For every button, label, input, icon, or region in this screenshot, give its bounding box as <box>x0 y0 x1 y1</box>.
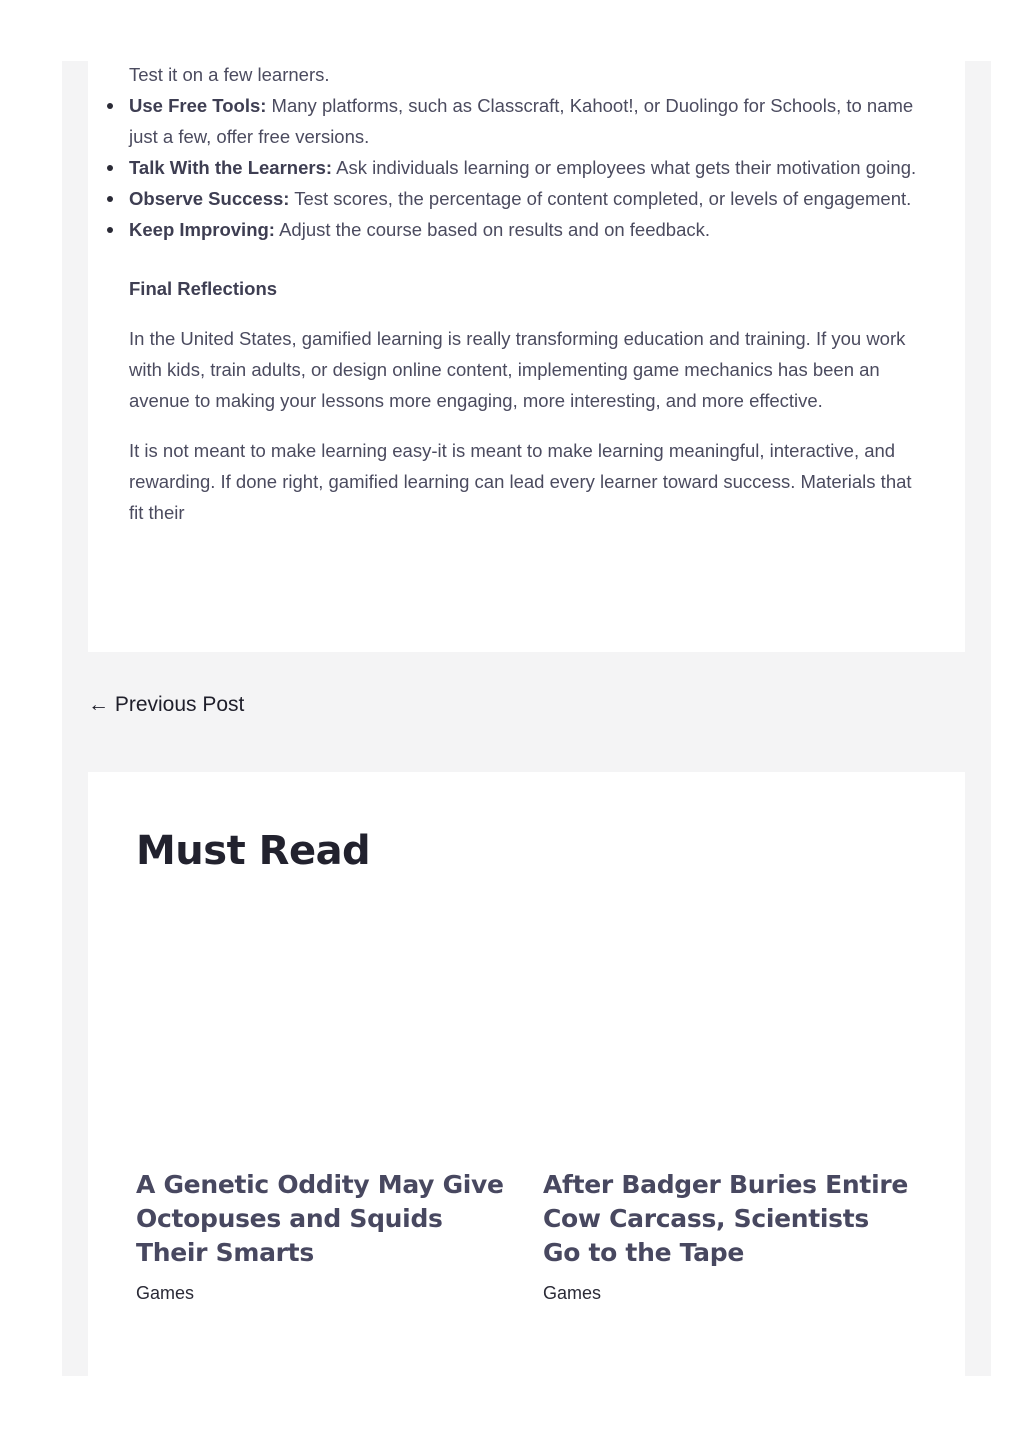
tip-label: Talk With the Learners: <box>129 157 333 178</box>
post-category-link[interactable]: Games <box>543 1283 602 1303</box>
list-item <box>129 183 924 214</box>
article-body <box>129 59 924 528</box>
article-paragraph: In the United States, gamified learning is really transforming education and training. If you work with kids, train adults, or design online content, implementing game mechanics has been an avenue to making your lessons more engaging, more interesting, and more effective. <box>129 328 906 411</box>
must-read-title: Must Read <box>136 828 371 874</box>
post-category-link[interactable]: Games <box>136 1283 195 1303</box>
list-item <box>129 152 924 183</box>
tip-text: Test scores, the percentage of content completed, or levels of engagement. <box>289 188 912 209</box>
section-heading: Final Reflections <box>129 278 278 299</box>
post-thumbnail[interactable] <box>136 918 506 1148</box>
tip-label: Keep Improving: <box>129 219 275 240</box>
tips-list <box>129 90 924 245</box>
tip-label: Use Free Tools: <box>129 95 267 116</box>
previous-post-link[interactable]: ← Previous Post <box>88 693 245 716</box>
list-item <box>129 214 924 245</box>
continued-line: Test it on a few learners. <box>129 64 330 85</box>
tip-text: Many platforms, such as Classcraft, Kahoot!, or Duolingo for Schools, to name just a few, offer free versions. <box>129 95 914 147</box>
post-card <box>543 1168 913 1306</box>
tip-label: Observe Success: <box>129 188 290 209</box>
post-title-link[interactable]: After Badger Buries Entire Cow Carcass, Scientists Go to the Tape <box>543 1170 909 1267</box>
list-item <box>129 90 924 152</box>
post-thumbnail[interactable] <box>543 918 913 1148</box>
tip-text: Adjust the course based on results and on feedback. <box>274 219 711 240</box>
tip-text: Ask individuals learning or employees what gets their motivation going. <box>332 157 917 178</box>
post-title-link[interactable]: A Genetic Oddity May Give Octopuses and Squids Their Smarts <box>136 1170 504 1267</box>
article-paragraph: It is not meant to make learning easy-it is meant to make learning meaningful, interactive, and rewarding. If done right, gamified learning can lead every learner toward success. Materials that fit their <box>129 440 912 523</box>
must-read-section <box>88 772 965 1376</box>
post-card <box>136 1168 506 1306</box>
